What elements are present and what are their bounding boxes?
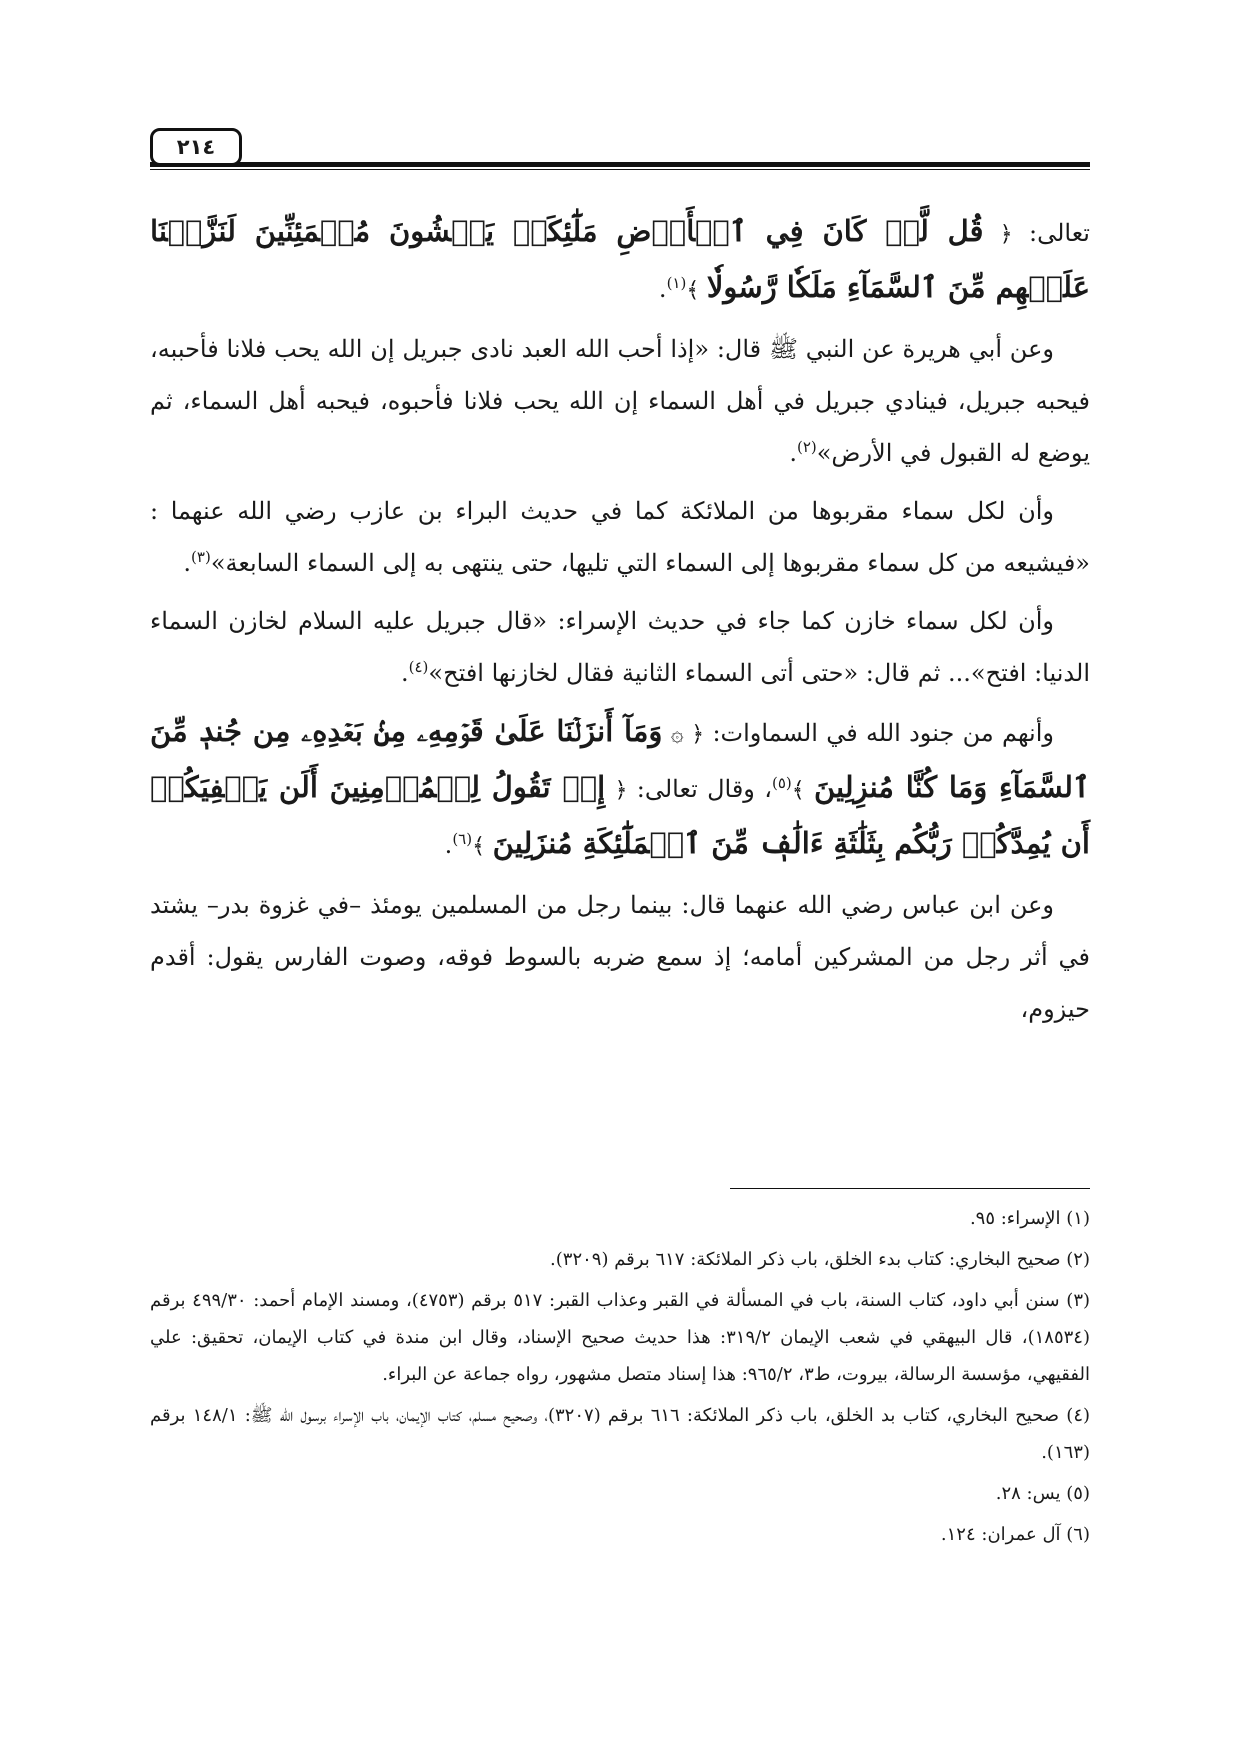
paragraph-5	[150, 705, 1090, 873]
paragraph-tail: .	[444, 831, 453, 859]
footnote-1: (١) الإسراء: ٩٥.	[969, 1208, 1090, 1229]
paragraph-mid: ، وقال تعالى:	[636, 775, 772, 803]
paragraph-tail: .	[400, 659, 409, 687]
paragraph-text: وأن لكل سماء مقربوها من الملائكة كما في حديث البراء بن عازب رضي الله عنهما : «فيشيعه من كل سماء مقربوها إلى السماء التي تليها، حتى ينتهى به إلى السماء السابعة»	[150, 497, 1090, 577]
paragraph-3	[150, 485, 1090, 589]
paragraph-text: وعن أبي هريرة عن النبي ﷺ قال: «إذا أحب الله العبد نادى جبريل إن الله يحب فلانا فأحببه، فيحبه جبريل، فينادي جبريل في أهل السماء إن الله يحب فلانا فأحبوه، فيحبه أهل السماء، ثم يوضع له القبول في الأرض»	[150, 335, 1090, 467]
paragraph-6	[150, 879, 1090, 1035]
footnote-5: (٥) يس: ٢٨.	[995, 1483, 1090, 1504]
quran-verse: قُل لَّوۡ كَانَ فِي ٱلۡأَرۡضِ مَلَٰٓئِكَةٞ يَمۡشُونَ مُطۡمَئِنِّينَ لَنَزَّلۡنَا عَلَيۡهِم مِّنَ ٱلسَّمَآءِ مَلَكٗا رَّسُولٗا	[150, 214, 1090, 304]
verse-close-bracket: ﴾	[472, 834, 485, 859]
footnotes	[150, 1200, 1090, 1557]
paragraph-tail: .	[658, 275, 667, 303]
footnote-separator	[730, 1188, 1090, 1189]
footnote-4: (٤) صحيح البخاري، كتاب بد الخلق، باب ذكر الملائكة: ٦١٦ برقم (٣٢٠٧)، وصحيح مسلم، كتاب الإيمان، باب الإسراء برسول الله ﷺ: ١٤٨/١ برقم (١٦٣).	[150, 1405, 1091, 1463]
paragraph-4	[150, 595, 1090, 699]
verse-close-bracket: ﴾	[686, 278, 700, 303]
verse-close-bracket: ﴾	[791, 778, 805, 803]
paragraph-tail: .	[789, 439, 797, 467]
quran-verse: إِذۡ تَقُولُ لِلۡمُؤۡمِنِينَ أَلَن يَكۡفِيَكُمۡ أَن يُمِدَّكُمۡ رَبُّكُم بِثَلَٰثَةِ ءَالَٰفٖ مِّنَ ٱلۡمَلَٰٓئِكَةِ مُنزَلِينَ	[150, 770, 1090, 860]
footnote-ref: (٦)	[452, 830, 473, 848]
page-header	[150, 128, 1090, 170]
paragraph-intro: تعالى:	[1029, 219, 1090, 247]
paragraph-2	[150, 323, 1090, 479]
main-text	[150, 205, 1090, 1041]
paragraph-text: وأن لكل سماء خازن كما جاء في حديث الإسراء: «قال جبريل عليه السلام لخازن السماء الدنيا: افتح»... ثم قال: «حتى أتى السماء الثانية فقال لخازنها افتح»	[150, 607, 1090, 687]
footnote-ref: (١)	[666, 274, 687, 292]
footnote-ref: (٥)	[771, 774, 792, 792]
footnote-ref: (٣)	[191, 548, 211, 566]
footnote-3: (٣) سنن أبي داود، كتاب السنة، باب في المسألة في القبر وعذاب القبر: ٥١٧ برقم (٤٧٥٣)، ومسند الإمام أحمد: ٤٩٩/٣٠ برقم (١٨٥٣٤)، قال البيهقي في شعب الإيمان ٣١٩/٢: هذا حديث صحيح الإسناد، وقال ابن مندة في كتاب الإيمان، تحقيق: علي الفقيهي، مؤسسة الرسالة، بيروت، ط٣، ٩٦٥/٢: هذا إسناد متصل مشهور، رواه جماعة عن البراء.	[150, 1290, 1091, 1385]
footnote-6: (٦) آل عمران: ١٢٤.	[940, 1524, 1090, 1545]
page-number: ٢١٤	[150, 128, 242, 166]
quran-verse: وَمَآ أَنزَلۡنَا عَلَىٰ قَوۡمِهِۦ مِنۢ بَعۡدِهِۦ مِن جُندٖ مِّنَ ٱلسَّمَآءِ وَمَا كُنَّا مُنزِلِينَ	[150, 714, 1090, 804]
verse-open-bracket: ﴿	[999, 222, 1013, 247]
verse-open-bracket: ﴿ ۞	[670, 722, 705, 747]
footnote-ref: (٤)	[408, 658, 429, 676]
footnote-2: (٢) صحيح البخاري: كتاب بدء الخلق، باب ذكر الملائكة: ٦١٧ برقم (٣٢٠٩).	[550, 1249, 1090, 1270]
header-rule-thin	[150, 169, 1090, 170]
verse-open-bracket: ﴿	[614, 778, 628, 803]
paragraph-intro: وأنهم من جنود الله في السماوات:	[712, 719, 1054, 747]
paragraph-tail: .	[183, 549, 192, 577]
paragraph-1	[150, 205, 1090, 317]
footnote-ref: (٢)	[796, 438, 817, 456]
paragraph-text: وعن ابن عباس رضي الله عنهما قال: بينما رجل من المسلمين يومئذ –في غزوة بدر– يشتد في أثر رجل من المشركين أمامه؛ إذ سمع ضربه بالسوط فوقه، وصوت الفارس يقول: أقدم حيزوم،	[150, 891, 1090, 1023]
header-rule-thick	[150, 162, 1090, 167]
